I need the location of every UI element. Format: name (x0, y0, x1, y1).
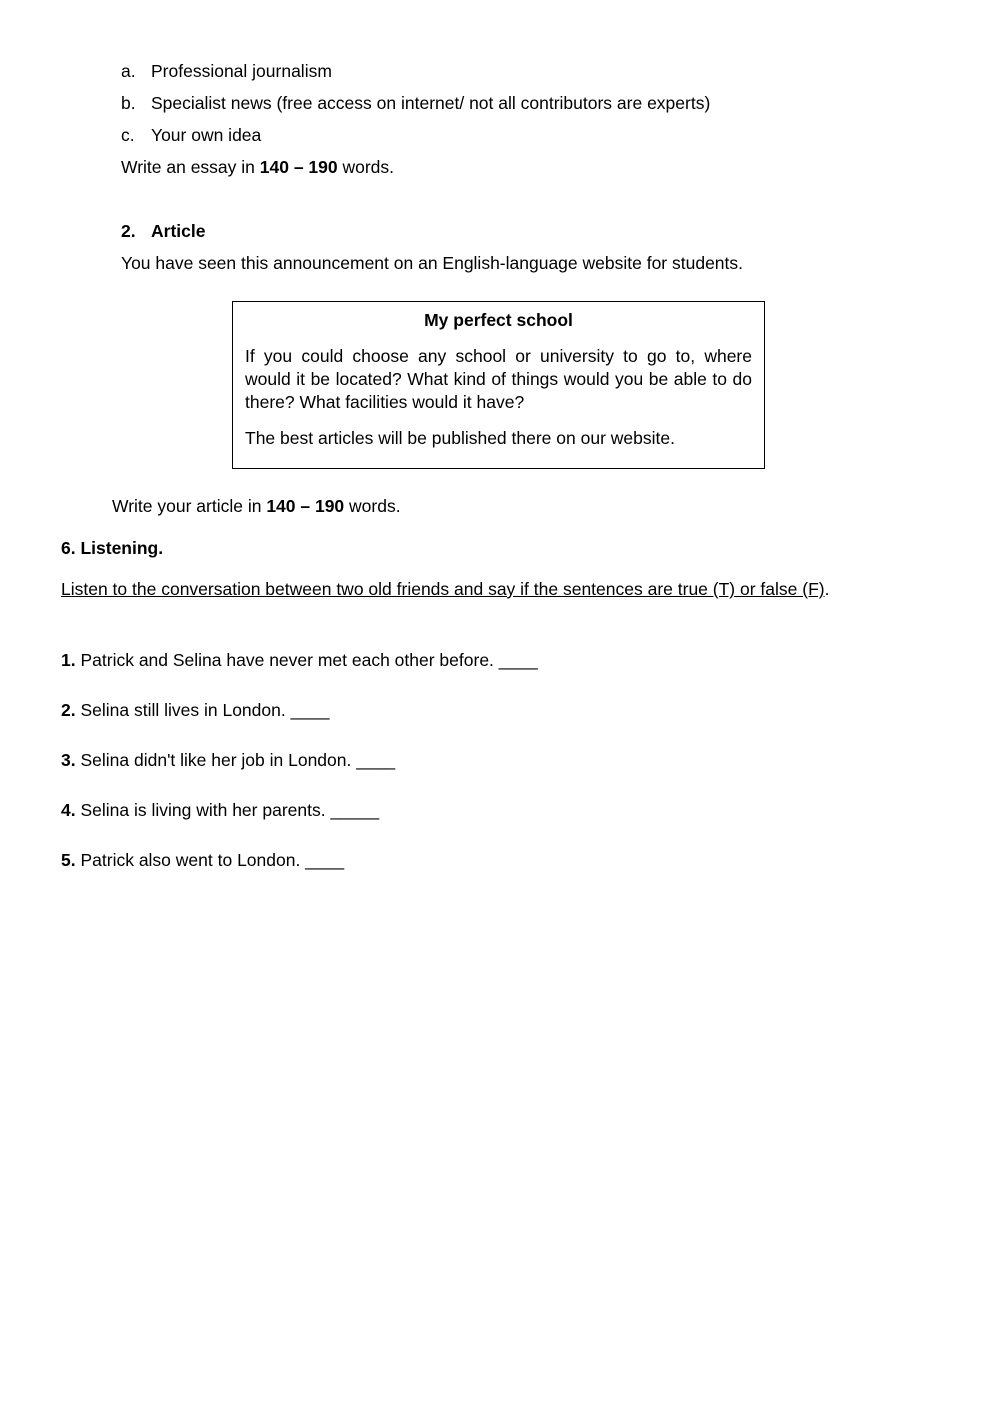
option-letter: a. (121, 61, 136, 81)
question-number: 4. (61, 800, 76, 820)
question-item (61, 800, 379, 821)
article-title: Article (151, 221, 206, 241)
essay-instruction (121, 157, 394, 178)
option-text: Professional journalism (151, 61, 332, 81)
article-heading (121, 221, 205, 242)
article-instruction (112, 496, 401, 517)
question-text: Selina is living with her parents. _____ (75, 800, 380, 820)
option-letter: c. (121, 125, 135, 145)
word-count: 140 – 190 (266, 496, 345, 516)
essay-option-a (121, 61, 332, 82)
instruction-end: . (824, 579, 830, 599)
question-item (61, 700, 330, 721)
question-number: 2. (61, 700, 76, 720)
option-text: Specialist news (free access on internet/ not all contributors are experts) (151, 93, 711, 113)
instruction-prefix: Write your article in (112, 496, 267, 516)
question-item (61, 850, 344, 871)
announcement-box (232, 301, 765, 469)
question-text: Selina didn't like her job in London. ____ (75, 750, 396, 770)
essay-option-c (121, 125, 261, 146)
question-number: 5. (61, 850, 76, 870)
question-text: Patrick also went to London. ____ (75, 850, 345, 870)
article-intro: You have seen this announcement on an English-language website for students. (121, 253, 744, 273)
instruction-text: Listen to the conversation between two old friends and say if the sentences are true (T) or false (F) (61, 579, 825, 599)
article-number: 2. (121, 221, 136, 241)
listening-heading: 6. Listening. (61, 538, 164, 558)
instruction-suffix: words. (337, 157, 395, 177)
announcement-body: If you could choose any school or university to go to, where would it be located? What kind of things would you be able to do there? What facilities would it have? (245, 346, 752, 412)
question-item (61, 650, 538, 671)
question-text: Selina still lives in London. ____ (75, 700, 330, 720)
announcement-title: My perfect school (424, 310, 573, 330)
announcement-footer: The best articles will be published there on our website. (245, 428, 675, 448)
question-text: Patrick and Selina have never met each other before. ____ (75, 650, 538, 670)
option-text: Your own idea (151, 125, 262, 145)
instruction-prefix: Write an essay in (121, 157, 260, 177)
question-item (61, 750, 395, 771)
word-count: 140 – 190 (259, 157, 338, 177)
instruction-suffix: words. (344, 496, 401, 516)
question-number: 1. (61, 650, 76, 670)
listening-instruction (61, 579, 829, 600)
question-number: 3. (61, 750, 76, 770)
option-letter: b. (121, 93, 136, 113)
essay-option-b (121, 93, 710, 114)
